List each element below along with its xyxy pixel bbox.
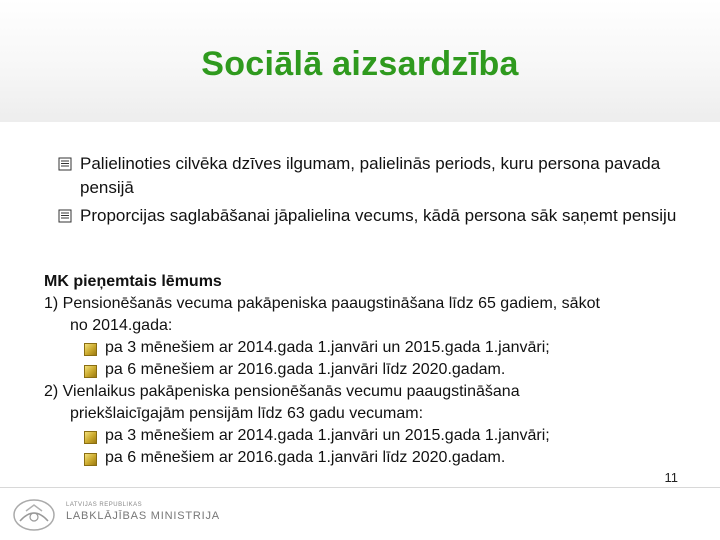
sub-item-text: pa 3 mēnešiem ar 2014.gada 1.janvāri un 2015.gada 1.janvāri; (105, 427, 550, 444)
bullet-text: Palielinoties cilvēka dzīves ilgumam, palielinās periods, kuru persona pavada pensijā (80, 154, 661, 197)
sub-item-text: pa 6 mēnešiem ar 2016.gada 1.janvāri līdz 2020.gadam. (105, 449, 506, 466)
slide-title: Sociālā aizsardzība (201, 45, 519, 83)
sub-item-text: pa 3 mēnešiem ar 2014.gada 1.janvāri un 2015.gada 1.janvāri; (105, 339, 550, 356)
bullet-text: Proporcijas saglabāšanai jāpalielina vecums, kādā persona sāk saņemt pensiju (80, 206, 677, 225)
footer-divider (0, 487, 720, 488)
ministry-name: LABKLĀJĪBAS MINISTRIJA (66, 510, 220, 522)
decision-item-text: 1) Pensionēšanās vecuma pakāpeniska paaugstināšana līdz 65 gadiem, sākot (44, 295, 600, 312)
square-bullet-icon (84, 431, 97, 444)
sub-item (44, 337, 684, 359)
square-bullet-icon (84, 453, 97, 466)
four-lines-icon (58, 209, 72, 223)
decision-item-cont: priekšlaicīgajām pensijām līdz 63 gadu vecumam: (70, 405, 424, 422)
decision-header: MK pieņemtais lēmums (44, 273, 222, 290)
bullet-item (58, 204, 698, 228)
page-number: 11 (664, 470, 678, 485)
republic-text: LATVIJAS REPUBLIKAS (66, 502, 143, 508)
sub-item (44, 447, 684, 469)
four-lines-icon (58, 157, 72, 171)
coat-of-arms-logo-icon (10, 497, 58, 533)
sub-item-text: pa 6 mēnešiem ar 2016.gada 1.janvāri līdz 2020.gadam. (105, 361, 506, 378)
square-bullet-icon (84, 343, 97, 356)
bullet-list (58, 152, 698, 232)
decision-item-1 (44, 293, 684, 381)
bullet-item (58, 152, 698, 200)
decision-section (44, 271, 684, 469)
sub-item (44, 359, 684, 381)
decision-item-2 (44, 381, 684, 469)
square-bullet-icon (84, 365, 97, 378)
ministry-logo-text (66, 502, 220, 522)
sub-item (44, 425, 684, 447)
decision-item-cont: no 2014.gada: (70, 317, 173, 334)
decision-item-text: 2) Vienlaikus pakāpeniska pensionēšanās vecumu paaugstināšana (44, 383, 520, 400)
